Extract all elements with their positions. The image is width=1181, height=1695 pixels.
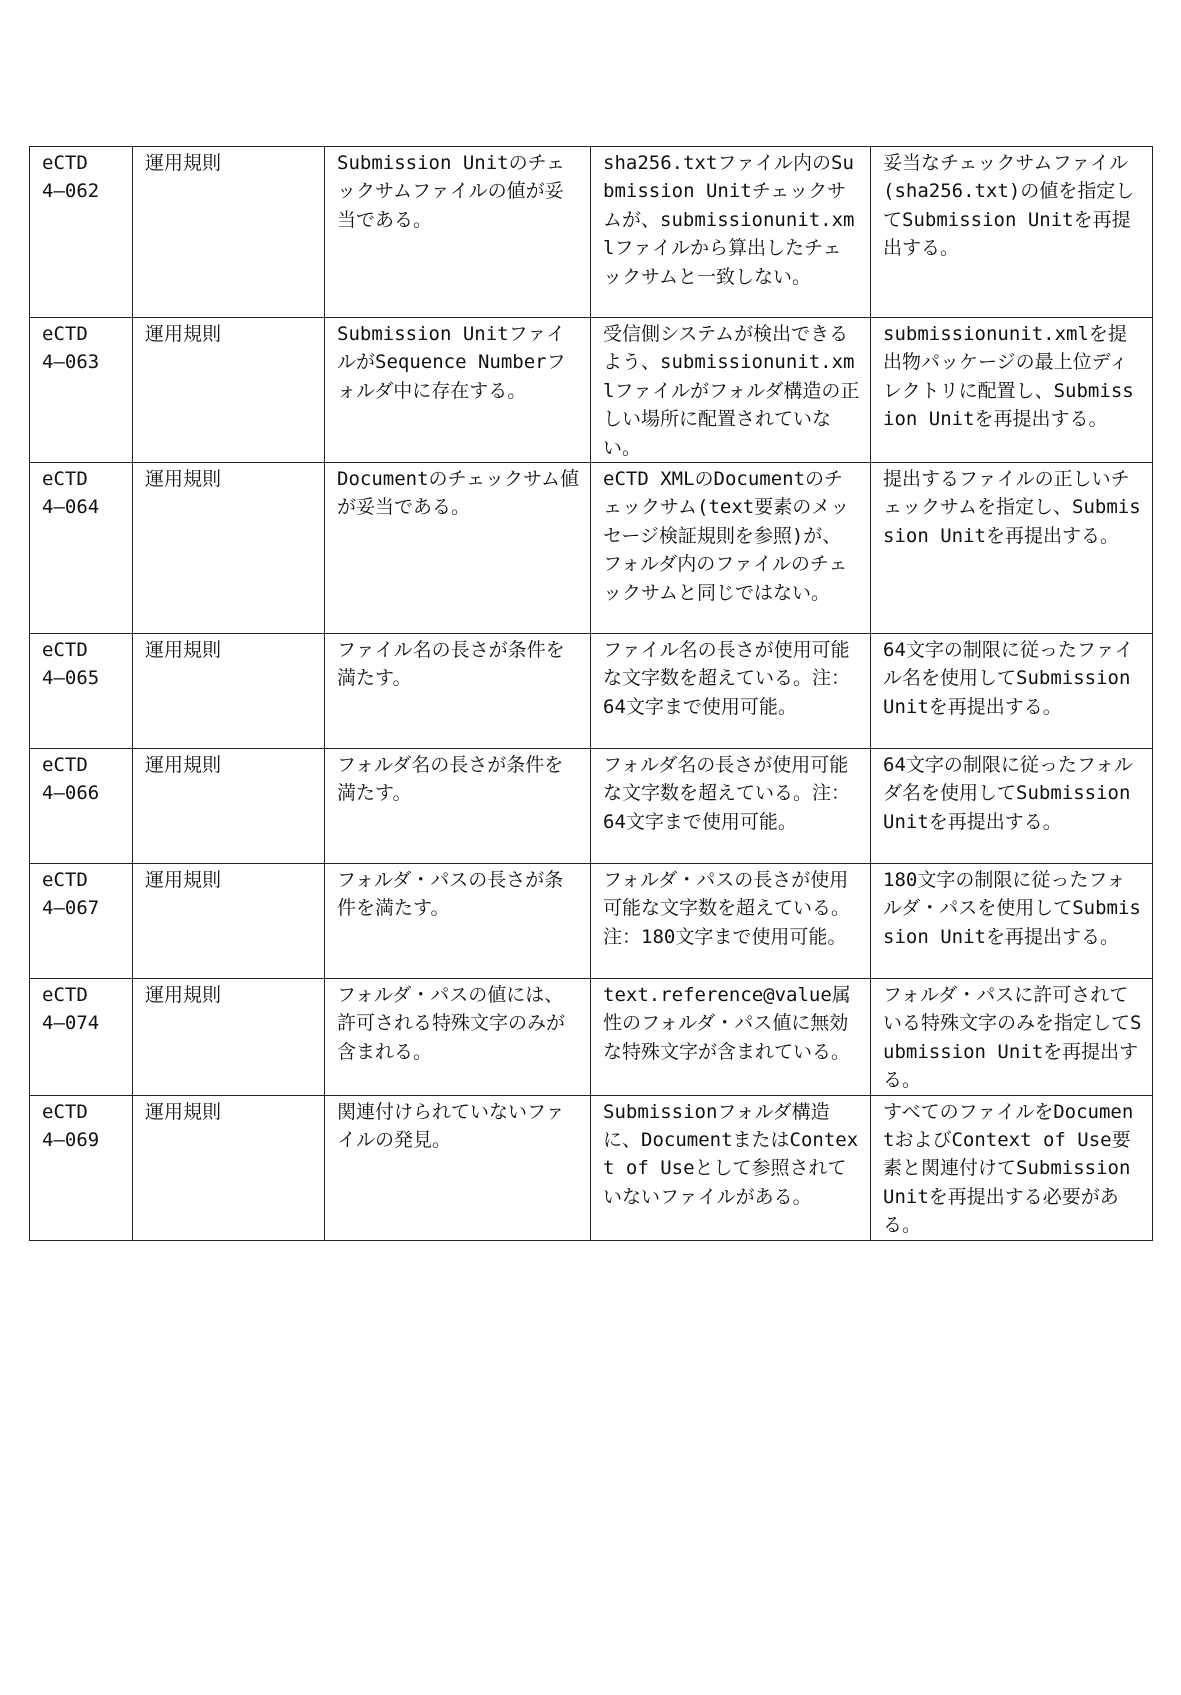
table-row bbox=[30, 979, 1153, 1096]
rule-remedy-cell: 180文字の制限に従ったフォルダ・パスを使用してSubmission Unitを再提出する。 bbox=[871, 864, 1153, 979]
rule-error-cell: eCTD XMLのDocumentのチェックサム(text要素のメッセージ検証規則を参照)が、フォルダ内のファイルのチェックサムと同じではない。 bbox=[591, 463, 871, 634]
rule-condition-cell: 関連付けられていないファイルの発見。 bbox=[325, 1095, 591, 1240]
rule-id-cell bbox=[30, 749, 133, 864]
rule-id-cell bbox=[30, 463, 133, 634]
rule-id-prefix: eCTD bbox=[42, 1100, 88, 1123]
rule-type-cell: 運用規則 bbox=[133, 864, 325, 979]
rule-id-number: 4―074 bbox=[42, 1012, 100, 1035]
rule-id-number: 4―069 bbox=[42, 1129, 100, 1152]
rule-condition-cell: Submission Unitのチェックサムファイルの値が妥当である。 bbox=[325, 147, 591, 318]
rule-type-cell: 運用規則 bbox=[133, 463, 325, 634]
rule-id-cell bbox=[30, 634, 133, 749]
rule-id-number: 4―065 bbox=[42, 667, 100, 690]
rule-error-cell: text.reference@value属性のフォルダ・パス値に無効な特殊文字が含まれている。 bbox=[591, 979, 871, 1096]
table-row bbox=[30, 318, 1153, 463]
rule-id-number: 4―066 bbox=[42, 782, 100, 805]
rule-remedy-cell: 提出するファイルの正しいチェックサムを指定し、Submission Unitを再提出する。 bbox=[871, 463, 1153, 634]
rule-type-cell: 運用規則 bbox=[133, 1095, 325, 1240]
rule-error-cell: フォルダ・パスの長さが使用可能な文字数を超えている。注：180文字まで使用可能。 bbox=[591, 864, 871, 979]
rule-remedy-cell: フォルダ・パスに許可されている特殊文字のみを指定してSubmission Unitを再提出する。 bbox=[871, 979, 1153, 1096]
table-row bbox=[30, 749, 1153, 864]
rule-id-number: 4―062 bbox=[42, 180, 100, 203]
rule-type-cell: 運用規則 bbox=[133, 749, 325, 864]
rule-type-cell: 運用規則 bbox=[133, 979, 325, 1096]
rule-error-cell: Submissionフォルダ構造に、DocumentまたはContext of Useとして参照されていないファイルがある。 bbox=[591, 1095, 871, 1240]
rule-condition-cell: フォルダ・パスの長さが条件を満たす。 bbox=[325, 864, 591, 979]
rule-id-prefix: eCTD bbox=[42, 869, 88, 892]
rule-id-prefix: eCTD bbox=[42, 754, 88, 777]
rule-id-cell bbox=[30, 1095, 133, 1240]
rule-id-cell bbox=[30, 864, 133, 979]
rule-remedy-cell: 64文字の制限に従ったフォルダ名を使用してSubmission Unitを再提出する。 bbox=[871, 749, 1153, 864]
rule-id-cell bbox=[30, 147, 133, 318]
rule-id-prefix: eCTD bbox=[42, 984, 88, 1007]
table-row bbox=[30, 463, 1153, 634]
rule-id-prefix: eCTD bbox=[42, 639, 88, 662]
rule-type-cell: 運用規則 bbox=[133, 634, 325, 749]
rule-id-prefix: eCTD bbox=[42, 152, 88, 174]
rule-condition-cell: Documentのチェックサム値が妥当である。 bbox=[325, 463, 591, 634]
rule-id-prefix: eCTD bbox=[42, 323, 88, 345]
table-row bbox=[30, 864, 1153, 979]
rule-id-prefix: eCTD bbox=[42, 468, 88, 491]
rule-error-cell: ファイル名の長さが使用可能な文字数を超えている。注：64文字まで使用可能。 bbox=[591, 634, 871, 749]
rule-id-cell bbox=[30, 318, 133, 463]
rule-type-cell: 運用規則 bbox=[133, 318, 325, 463]
rule-remedy-cell: 妥当なチェックサムファイル(sha256.txt)の値を指定してSubmission Unitを再提出する。 bbox=[871, 147, 1153, 318]
rule-id-cell bbox=[30, 979, 133, 1096]
validation-rules-table bbox=[29, 146, 1153, 1241]
rule-remedy-cell: 64文字の制限に従ったファイル名を使用してSubmission Unitを再提出する。 bbox=[871, 634, 1153, 749]
rule-error-cell: フォルダ名の長さが使用可能な文字数を超えている。注：64文字まで使用可能。 bbox=[591, 749, 871, 864]
rule-type-cell: 運用規則 bbox=[133, 147, 325, 318]
rule-id-number: 4―063 bbox=[42, 351, 100, 374]
rule-id-number: 4―067 bbox=[42, 897, 100, 920]
rule-condition-cell: フォルダ名の長さが条件を満たす。 bbox=[325, 749, 591, 864]
rule-error-cell: 受信側システムが検出できるよう、submissionunit.xmlファイルがフォルダ構造の正しい場所に配置されていない。 bbox=[591, 318, 871, 463]
rule-condition-cell: ファイル名の長さが条件を満たす。 bbox=[325, 634, 591, 749]
rule-remedy-cell: submissionunit.xmlを提出物パッケージの最上位ディレクトリに配置し、Submission Unitを再提出する。 bbox=[871, 318, 1153, 463]
rule-error-cell: sha256.txtファイル内のSubmission Unitチェックサムが、submissionunit.xmlファイルから算出したチェックサムと一致しない。 bbox=[591, 147, 871, 318]
rule-id-number: 4―064 bbox=[42, 496, 100, 519]
rule-condition-cell: フォルダ・パスの値には、許可される特殊文字のみが含まれる。 bbox=[325, 979, 591, 1096]
rule-condition-cell: Submission UnitファイルがSequence Numberフォルダ中に存在する。 bbox=[325, 318, 591, 463]
table-row bbox=[30, 147, 1153, 318]
table-row bbox=[30, 634, 1153, 749]
table-row bbox=[30, 1095, 1153, 1240]
rule-remedy-cell: すべてのファイルをDocumentおよびContext of Use要素と関連付けてSubmission Unitを再提出する必要がある。 bbox=[871, 1095, 1153, 1240]
